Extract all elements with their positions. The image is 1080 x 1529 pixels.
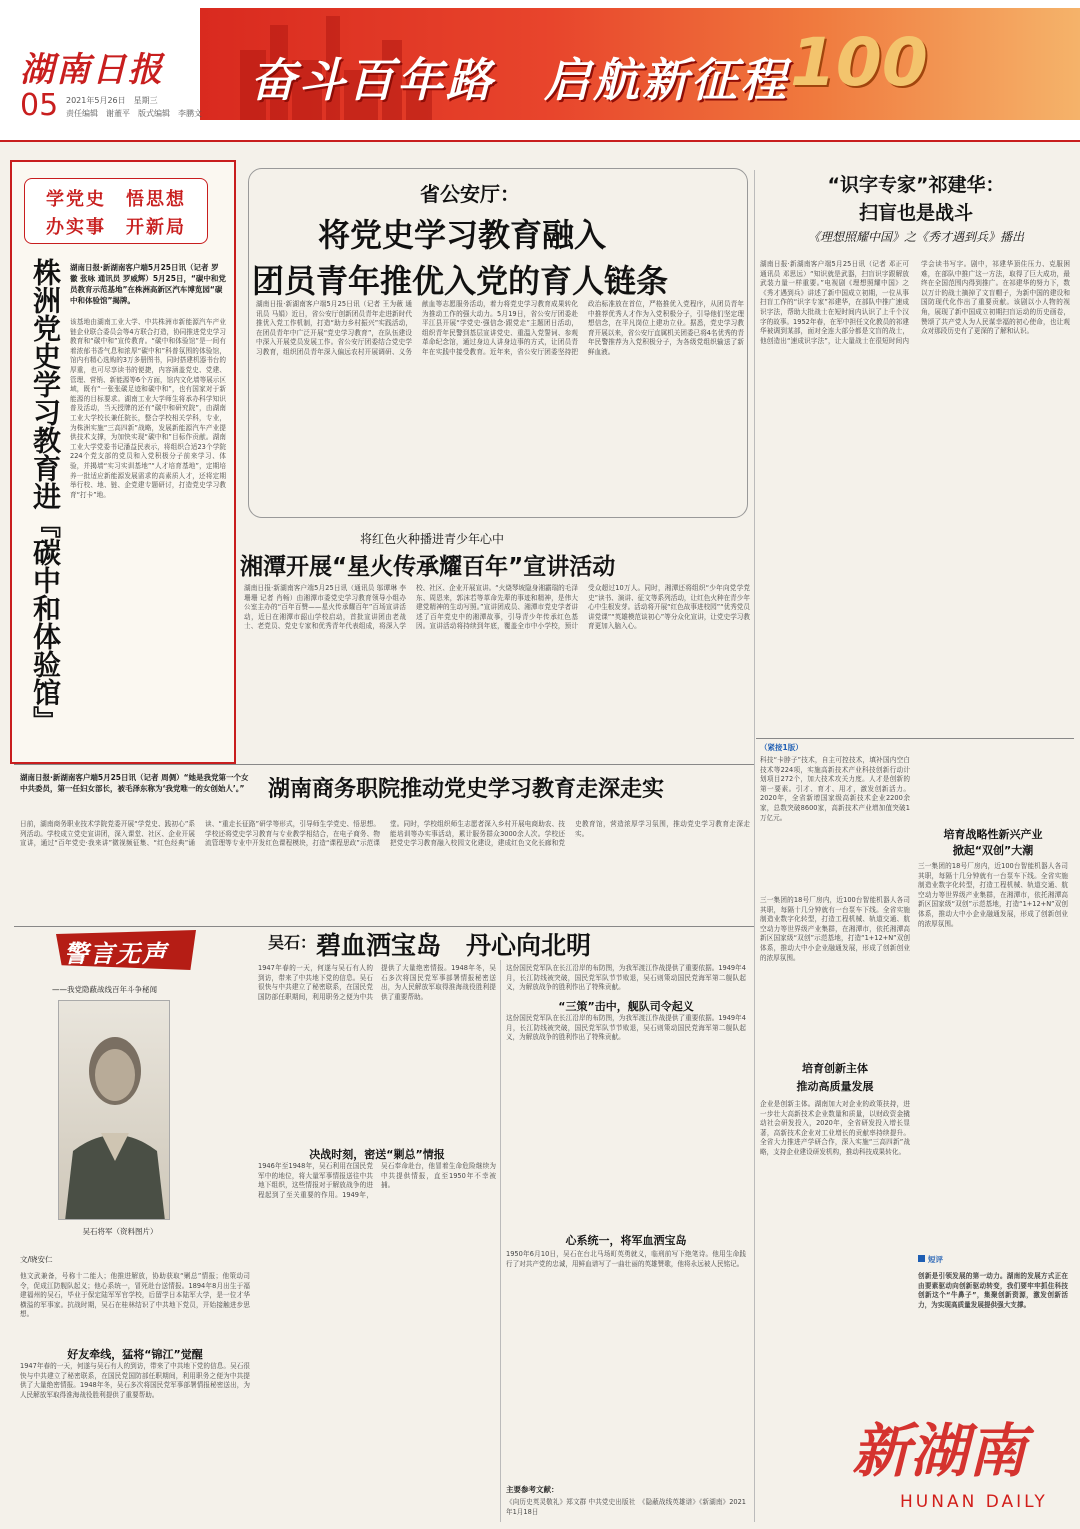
zhuzhou-lead: 湖南日报·新湖南客户端5月25日讯（记者 罗徽 张咏 通讯员 罗威辉）5月25日，“碳中和党员教育示范基地”在株洲高新区汽车博览园“碳中和体验馆”揭牌。 [70,263,226,305]
column-logo: 警言无声 [64,939,168,968]
column-divider [500,960,501,1522]
centenary-emblem: 100 [790,24,928,101]
saomang-title: 扫盲也是战斗 [858,202,973,224]
xiangtan-title: 湘潭开展“星火传承耀百年”宣讲活动 [240,554,616,580]
column-body4: 这份国民党军队在长江沿岸的布防图，为我军渡江作战提供了重要依据。1949年4月，长江防线被突破，国民党军队节节败退，吴石则策动国民党海军第二舰队起义，为解放战争的胜利作出了特殊贡献。 [506,964,746,992]
column-body5: 1950年6月10日，吴石在台北马场町英勇就义，临刑前写下绝笔诗。他用生命践行了对共产党的忠诚，用鲜血谱写了一曲壮丽的英雄赞歌，他将永远被人民铭记。 [506,1250,746,1268]
column-sub3: “三策”击中，舰队司令起义 [558,1000,694,1013]
issue-date: 2021年5月26日 星期三 [66,96,158,105]
shangwu-byline: 湖南日报·新湖南客户端5月25日讯（记者 周倜）“她是我党第一个女中共委员，第一任妇女部长，被毛泽东称为‘我党唯一的女创始人’。” [20,773,249,793]
column-body3: 1946年至1948年，吴石利用在国民党军中的地位，将大量军事情报送往中共地下组织，这些情报对于解放战争的进程起到了至关重要的作用。1949年，吴石奉命赴台，他冒着生命危险继续为中共提供情报，直至1950年不幸被捕。 [258,1162,496,1199]
divider [756,738,1074,739]
column-body1: 他文武兼备，号称十二能人；他推进解放，协助获取“剿总”情报；他策动司令，促成江防舰队起义；他心系统一，冒死赴台送情报。1894年8月出生于福建福州的吴石，毕业于保定陆军军官学校，后留学日本陆军大学，是一位才华横溢的军事家。抗战时期，吴石在桂林结识了中共地下党员，开始接触进步思想。 [20,1272,250,1319]
gongan-body: 湖南日报·新湖南客户端5月25日讯（记者 王为薇 通讯员 马娟）近日，省公安厅创新团员青年走进新时代推优入党工作机制，打造“助力乡村振兴”实践活动，在团员青年中广泛开展“党史学习教育”，在队伍建设中深入开展党员发展工作。省公安厅团委结合党史学习教育，组织团员青年深入偏远农村开展调研、义务献血等志愿服务活动，着力将党史学习教育成果转化为推动工作的强大动力。5月19日，省公安厅团委赴平江县开展“学党史·强信念·跟党走”主题团日活动，组织青年民警到基层宣讲党史、重温入党誓词、参观革命纪念馆，通过身边人讲身边事的方式，让团员青年在实践中接受教育。近年来，省公安厅团委坚持把政治标准放在首位，严格推优入党程序，从团员青年中推荐优秀人才作为入党积极分子，引导他们坚定理想信念，在平凡岗位上建功立业。据悉，党史学习教育开展以来，省公安厅直属机关团委已将4名优秀的青年民警推荐为入党积极分子，为各级党组织输送了新鲜血液。 [256,300,744,356]
campaign-badge [24,178,208,244]
column-sub1: 好友牵线，猛将“锦江”觉醒 [67,1348,203,1361]
column-body1b: 1947年春的一天，何遂与吴石有人的到访，带来了中共地下党的信息。吴石很快与中共建立了秘密联系，在国民党国防部任职期间，利用职务之便为中共提供了大量绝密情报。1948年冬，吴石多次将国民党军事部署情报秘密送出，为人民解放军取得淮海战役胜利提供了重要帮助。 [20,1362,250,1399]
column-body2: 1947年春的一天，何遂与吴石有人的到访，带来了中共地下党的信息。吴石很快与中共建立了秘密联系，在国民党国防部任职期间，利用职务之便为中共提供了大量绝密情报。1948年冬，吴石多次将国民党军事部署情报秘密送出，为人民解放军取得淮海战役胜利提供了重要帮助。 [258,964,496,1001]
jieban-sub2b: 推动高质量发展 [796,1080,874,1093]
gongan-title-line2: 团员青年推优入党的育人链条 [252,262,669,300]
square-bullet-icon [918,1255,925,1262]
watermark-logo: 新湖南 [852,1417,1027,1485]
short-comment-title: 短评 [928,1255,943,1264]
references-body: 《向历史英灵敬礼》郑文群 中共党史出版社 《隐蔽战线英雄谱》《新湖南》2021年1月18日 [506,1498,746,1516]
column-subtitle: ——我党隐蔽战线百年斗争秘闻 [52,985,157,994]
gongan-kicker: 省公安厅： [420,182,520,206]
continued-tag: （紧接1版） [760,743,803,752]
column-author: 文/晓安仁 [20,1255,53,1264]
shangwu-body: 日前，湖南商务职业技术学院党委开展“学党史、践初心”系列活动。学校成立党史宣讲团，深入课堂、社区、企业开展宣讲，通过“百年党史·我来讲”微视频征集、“红色经典”诵读、“重走长征路”研学等形式，引导师生学党史、悟思想。学校还将党史学习教育与专业教学相结合，在电子商务、物流管理等专业中开发红色课程模块，打造“课程思政”示范课堂。同时，学校组织师生志愿者深入乡村开展电商助农、技能培训等办实事活动，累计服务群众3000余人次。学校还把党史学习教育融入校园文化建设，建成红色文化长廊和党史教育馆，营造浓厚学习氛围，推动党史学习教育走深走实。 [20,820,750,848]
jieban-body2: 三一集团的18号厂房内，近100台智能机器人各司其职，每隔十几分钟就有一台泵车下线。全省实施制造业数字化转型，打造工程机械、轨道交通、航空动力等世界级产业集群，在湘潭市，依托湘潭高新区国家级“双创”示范基地，打造“1+12+N”双创体系，推动大中小企业融通发展，形成了创新创业的浓厚氛围。 [760,896,910,962]
column-kicker: 吴石： [268,933,317,952]
column-divider [754,170,755,1522]
shangwu-title: 湖南商务职院推动党史学习教育走深走实 [268,777,665,802]
photo-caption: 吴石将军（资料图片） [82,1227,158,1236]
portrait-photo [58,1000,170,1220]
zhuzhou-headline: 株洲党史学习教育进『碳中和体验馆』 [29,258,62,734]
jieban-body2b: 三一集团的18号厂房内，近100台智能机器人各司其职，每隔十几分钟就有一台泵车下线。全省实施制造业数字化转型，打造工程机械、轨道交通、航空动力等世界级产业集群，在湘潭市，依托湘潭高新区国家级“双创”示范基地，打造“1+12+N”双创体系，推动大中小企业融通发展，形成了创新创业的浓厚氛围。 [918,862,1068,928]
column-title: 碧血洒宝岛 丹心向北明 [316,931,592,960]
newspaper-logo: 湖南日报 [20,50,164,90]
watermark-english: HUNAN DAILY [900,1492,1048,1512]
column-sub4: 心系统一，将军血洒宝岛 [565,1234,687,1247]
badge-line-1: 学党史 悟思想 [46,189,186,210]
jieban-body3: 企业是创新主体。湖南加大对企业的政策扶持，进一步壮大高新技术企业数量和质量，以财政资金撬动社会研发投入，2020年，全省研发投入增长显著，高新技术企业对工业增长的贡献率持续提升。全省大力推进产学研合作，深入实施“三高四新”战略，支持企业建设研发机构，推动科技成果转化。 [760,1100,910,1156]
xiangtan-body: 湖南日报·新湖南客户端5月25日讯（通讯员 邬谭琳 李珊珊 记者 肖畅）由湘潭市委党史学习教育领导小组办公室主办的“百年百赞——星火传承耀百年”百场宣讲活动，近日在湘潭市韶山学校启动，首批宣讲团由老战士、老党员、党史专家和优秀青年代表组成，将深入学校、社区、企业开展宣讲。“火烧琴坡隐身湘霸瑞的毛泽东、周恩来，郭沫若等革命先辈的事迹和精神，是伟大建党精神的生动写照。”宣讲团成员、湘潭市党史学者讲述了百年党史中的湘潭故事，引导青少年传承红色基因。宣讲活动将持续到年底，覆盖全市中小学校，预计受众超过10万人。同时，湘潭还将组织“少年向党学党史”读书、演讲、征文等系列活动，让红色火种在青少年心中生根发芽。活动将开展“红色故事进校园”“优秀党员讲党课”“英雄模范谈初心”等分众化宣讲，让党史学习教育更加入脑入心。 [244,584,750,631]
short-comment-label [918,1254,1068,1268]
gongan-title-line1: 将党史学习教育融入 [318,216,607,254]
badge-line-2: 办实事 开新局 [46,217,186,238]
saomang-kicker: “识字专家”祁建华： [827,174,1005,196]
divider [14,764,754,765]
xiangtan-kicker: 将红色火种播进青少年心中 [360,532,505,546]
masthead-slogan: 奋斗百年路 启航新征程 [250,53,789,107]
editors-line: 责任编辑 谢董平 版式编辑 李鹏文 [66,109,202,118]
page-number: 05 [20,88,59,123]
jieban-sub1: 培育战略性新兴产业 [943,828,1043,841]
saomang-subtitle: 《理想照耀中国》之《秀才遇到兵》播出 [807,230,1024,244]
jieban-sub1b: 掀起“双创”大潮 [952,844,1034,857]
saomang-body: 湖南日报·新湖南客户端5月25日讯（记者 邓正可 通讯员 邓思远）“知识就是武器，扫盲识字跟解放武装力量一样重要。”电视剧《理想照耀中国》之《秀才遇到兵》讲述了新中国成立初期，一位从事扫盲工作的“识字专家”祁建华，在部队中推广速成识字法，帮助大批战士在短时间内认识了上千个汉字的故事。1952年春，在军中担任文化教员的祁建华被调到某部，面对全连大部分都是文盲的战士，他创造出“速成识字法”，让大量战士在很短时间内学会读书写字。剧中，祁建华顶住压力、克服困难，在部队中推广这一方法，取得了巨大成功，最终在全国范围内得到推广。在祁建华的努力下，数以万计的战士摘掉了文盲帽子，为新中国的建设和国防现代化作出了重要贡献。该剧以小人物的视角，展现了新中国成立初期扫盲运动的历史画卷，赞颂了共产党人为人民谋幸福的初心使命，也让观众对那段历史有了更深的了解和认识。 [760,260,1070,345]
zhuzhou-body: 该基地由湖南工业大学、中共株洲市新能源汽车产业链企业联合委员会等4方联合打造，协同推进党史学习教育和“碳中和”宣传教育。“碳中和体验馆”是一间有着浓郁书香气息和浓厚“碳中和”科普氛围的体验馆，馆内有精心选购的3万多册图书，同时搭建机器书台的厚重，也可尽享读书的便捷，内容涵盖党史、党建、管理、营销、新能源等6个方面，馆内文化墙等展示区域，既有“一张张碳足迹和碳中和”，也有国家对于新能源的目标要求。湖南工业大学师生将承办科学知识普及活动，当天授牌的还有“碳中和研究院”，由湖南工业大学校长兼任院长，整合学校相关学科，专业，为株洲实施“三高四新”战略，发展新能源汽车产业提供技术支撑，为加快实现“碳中和”目标作贡献。湖南工业大学党委书记潘益民表示，将组织合适23个学院224个党支部的党员和入党积极分子前来学习、体验，并揭墙“实习实训基地”“人才培育基地”，定期培养一批适应新能源发展需求的高素质人才，还将定期举行校、地、链、企党建专题研讨，打造党史学习教育“打卡”地。 [70,318,226,499]
column-body4b: 这份国民党军队在长江沿岸的布防图，为我军渡江作战提供了重要依据。1949年4月，长江防线被突破，国民党军队节节败退，吴石则策动国民党海军第二舰队起义，为解放战争的胜利作出了特殊贡献。 [506,1014,746,1042]
jieban-body: 科技“卡脖子”技术，自主可控技术，填补国内空白技术等224项，实施高新技术产业科技创新行动计划项目272个，加大技术攻关力度。人才是创新的第一要素。引才、育才、用才，激发创新活力。2020年，全省新增国家级高新技术企业2200余家，总数突破8600家，高新技术产业增加值突破1万亿元。 [760,756,910,822]
references-label: 主要参考文献： [506,1485,559,1494]
portrait-illustration [59,1001,170,1220]
column-sub2: 决战时刻，密送“剿总”情报 [309,1148,445,1161]
jieban-sub2: 培育创新主体 [802,1062,868,1075]
short-comment-body: 创新是引领发展的第一动力。湖南的发展方式正在由要素驱动向创新驱动转变，我们要牢牢抓住科技创新这个“牛鼻子”，集聚创新资源，激发创新活力，为实现高质量发展提供强大支撑。 [918,1272,1068,1309]
